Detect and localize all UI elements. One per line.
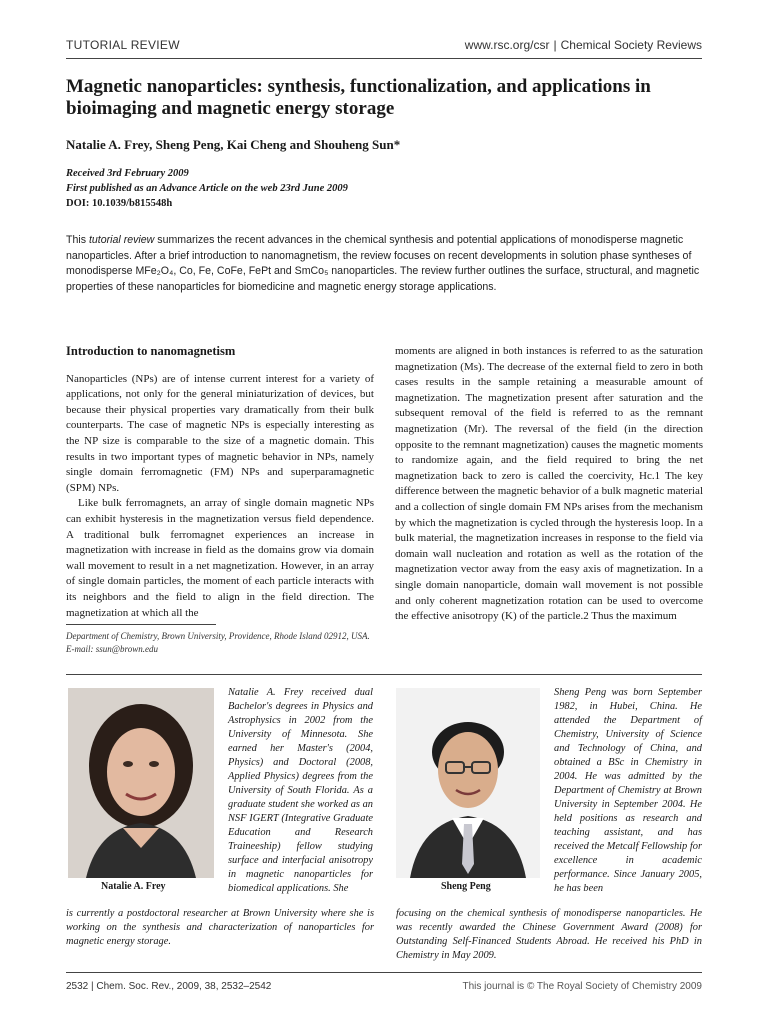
received-date: Received 3rd February 2009 [66,168,189,179]
bio-rule [66,674,702,675]
body-column-right [395,344,703,625]
body-paragraph: moments are aligned in both instances is referred to as the saturation magnetization (Ms). The decrease of the external field to zero in both cases results in the sample retaining a measurable amount of magnetization. The magnetization present after saturation and the subsequent removal of the field is referred to as the remnant magnetization (Mr). The reversal of the field (in the direction opposite to the remnant magnetization) causes the magnetic moments to randomize again, and the field required to bring the net magnetization back to zero is called the coercivity, Hc.1 The key difference between the magnetic behavior of a bulk magnetic material and a collection of single domain FM NPs arises from the mechanism by which the magnetization is cycled through the hysteresis loop. In a bulk material, the magnetization increases in response to the field via domain wall nucleation and rotation as well as the rotation of the magnetization vector away from the easy axis of magnetization. In a single domain nanoparticle, domain wall movement is not possible and only coherent magnetization rotation can be used to overcome the effective anisotropy (K) of the particle.2 Thus the maximum [395,345,703,623]
abstract-body: summarizes the recent advances in the chemical synthesis and potential applications of monodisperse magnetic nanoparticles. After a brief introduction to nanomagnetism, the review focuses on recent developments in solution phase syntheses of monodisperse MFe₂O₄, Co, Fe, CoFe, FePt and SmCo₅ nanoparticles. The review further outlines the surface, structural, and magnetic properties of these nanoparticles for biomedicine and magnetic energy storage applications. [66,234,700,293]
abstract [66,233,702,295]
author-photo-peng [396,688,540,878]
body-paragraph: Nanoparticles (NPs) are of intense current interest for a variety of applications, not only for the general miniaturization of devices, but because their physical properties vary dramatically from their bulk counterparts. The case of magnetic NPs is especially interesting as the NP size is comparable to the size of a magnetic domain. This results in two important types of magnetic behavior in NPs, namely single domain ferromagnetic (FM) NPs and superparamagnetic (SPM) NPs. [66,372,374,494]
footer-citation: 2532 | Chem. Soc. Rev., 2009, 38, 2532–2542 [66,981,272,992]
article-dates [66,166,348,211]
bio-frey-side: Natalie A. Frey received dual Bachelor's degrees in Physics and Astrophysics in 2002 from the University of Minnesota. She earned her Master's (2004, Physics) and Doctoral (2008, Applied Physics) degrees from the University of South Florida. As a graduate student she worked as an NSF IGERT (Integrative Graduate Education and Research Traineeship) fellow studying surface and interfacial anisotropy in magnetic nanoparticles for biomedical applications. She [228,687,373,894]
footer-copyright: This journal is © The Royal Society of Chemistry 2009 [462,981,702,992]
journal-name: Chemical Society Reviews [560,38,702,52]
footer-rule [66,972,702,973]
doi[interactable]: DOI: 10.1039/b815548h [66,198,173,209]
article-authors: Natalie A. Frey, Sheng Peng, Kai Cheng and Shouheng Sun* [66,137,401,152]
photo-caption-frey: Natalie A. Frey [101,881,166,892]
journal-header [465,38,702,52]
body-column-left [66,344,374,621]
bio-peng-side: Sheng Peng was born September 1982, in Hubei, China. He attended the Department of Chemistry, University of Science and Technology of China, and obtained a BSc in Chemistry in 2004. He was admitted by the Department of Chemistry at Brown University in September 2004. He held positions as research and teaching assistant, and has received the Metcalf Fellowship for excellence in academic performance. Since January 2005, he has been [554,687,702,894]
bio-peng-bottom: focusing on the chemical synthesis of monodisperse nanoparticles. He was recently awarded the Chinese Government Award (2008) for Outstanding Self-Financed Students Abroad. He received his PhD in Chemistry in May 2009. [396,908,702,961]
journal-url[interactable]: www.rsc.org/csr [464,38,550,52]
header-separator: | [553,38,557,52]
abstract-intro: This [66,234,89,246]
section-label: TUTORIAL REVIEW [66,38,180,52]
author-photo-frey [68,688,214,878]
article-title: Magnetic nanoparticles: synthesis, functionalization, and applications in bioimaging and magnetic energy storage [66,76,651,119]
abstract-emphasis: tutorial review [88,234,155,246]
portrait-frey-icon [68,688,214,878]
section-heading: Introduction to nanomagnetism [66,344,236,358]
published-date: First published as an Advance Article on the web 23rd June 2009 [66,183,348,194]
photo-caption-peng: Sheng Peng [441,881,491,892]
header-rule [66,58,702,59]
portrait-peng-icon [396,688,540,878]
affiliation-rule [66,624,216,625]
bio-frey-bottom: is currently a postdoctoral researcher at Brown University where she is working on the synthesis and characterization of nanoparticles for magnetic energy storage. [66,908,374,947]
affiliation: Department of Chemistry, Brown University, Providence, Rhode Island 02912, USA. E-mail: ssun@brown.edu [66,631,370,654]
body-paragraph: Like bulk ferromagnets, an array of single domain magnetic NPs can exhibit hysteresis in the magnetization versus field dependence. A traditional bulk ferromagnet experiences an increase in magnetization with increase in field as the domains grow via domain wall movement to result in a net magnetization. However, in an array of single domain particles, the moment of each particle interacts with its neighbors and the field to align in the field direction. The magnetization at which all the [66,497,374,619]
